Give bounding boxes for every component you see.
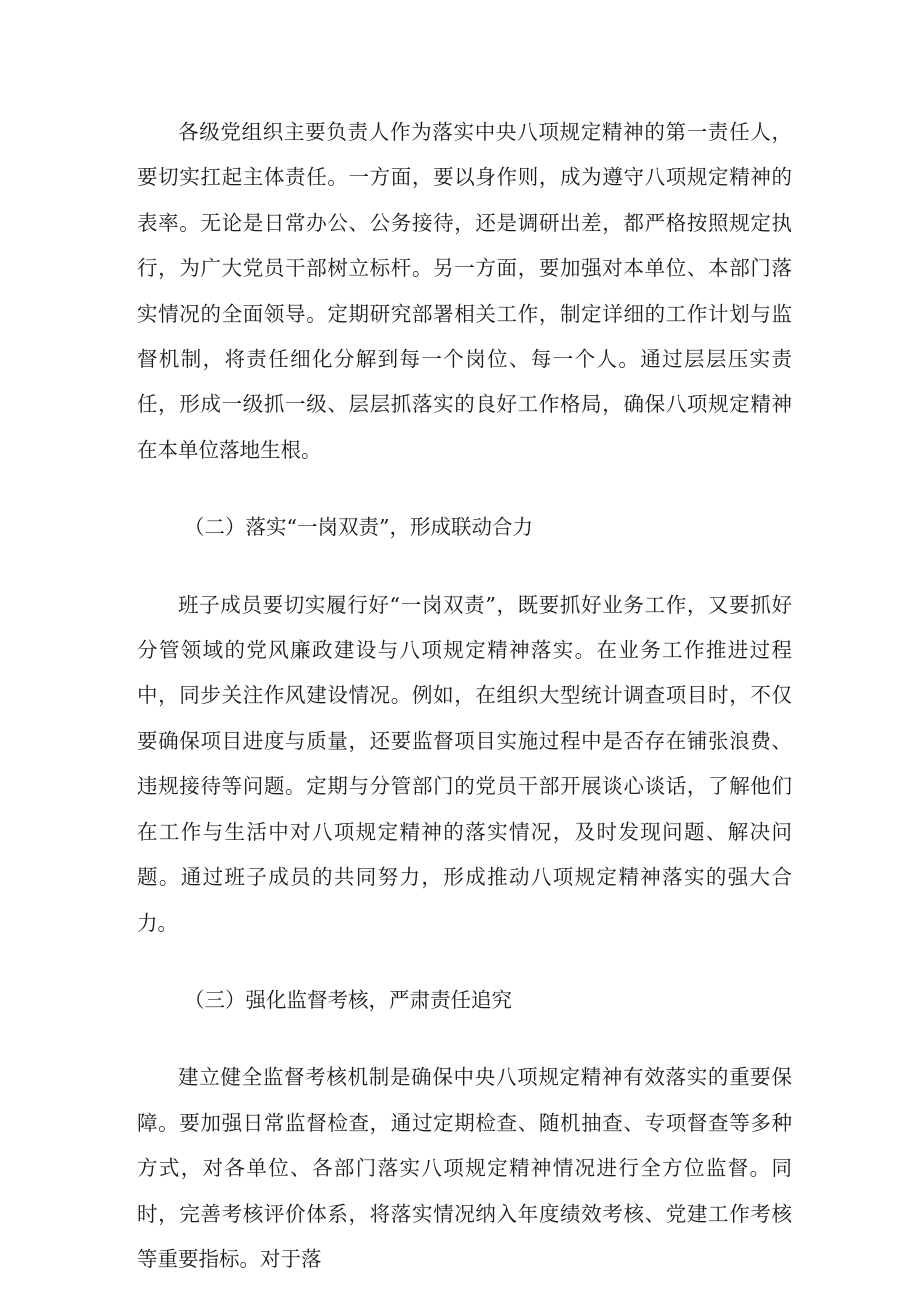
paragraph-dual-responsibility: 班子成员要切实履行好“一岗双责”，既要抓好业务工作，又要抓好分管领域的党风廉政建设与八项规定精神落实。在业务工作推进过程中，同步关注作风建设情况。例如，在组织大型统计调查项目时，不仅要确保项目进度与质量，还要监督项目实施过程中是否存在铺张浪费、违规接待等问题。定期与分管部门的党员干部开展谈心谈话，了解他们在工作与生活中对八项规定精神的落实情况，及时发现问题、解决问题。通过班子成员的共同努力，形成推动八项规定精神落实的强大合力。 <box>137 592 792 935</box>
paragraph-main-responsibility: 各级党组织主要负责人作为落实中央八项规定精神的第一责任人，要切实扛起主体责任。一方面，要以身作则，成为遵守八项规定精神的表率。无论是日常办公、公务接待，还是调研出差，都严格按照规定执行，为广大党员干部树立标杆。另一方面，要加强对本单位、本部门落实情况的全面领导。定期研究部署相关工作，制定详细的工作计划与监督机制，将责任细化分解到每一个岗位、每一个人。通过层层压实责任，形成一级抓一级、层层抓落实的良好工作格局，确保八项规定精神在本单位落地生根。 <box>137 120 792 462</box>
section-heading-two: （二）落实“一岗双责”，形成联动合力 <box>184 515 533 540</box>
paragraph-supervision: 建立健全监督考核机制是确保中央八项规定精神有效落实的重要保障。要加强日常监督检查，通过定期检查、随机抽查、专项督查等多种方式，对各单位、各部门落实八项规定精神情况进行全方位监督。同时，完善考核评价体系，将落实情况纳入年度绩效考核、党建工作考核等重要指标。对于落 <box>137 1065 792 1271</box>
document-body <box>137 110 792 1282</box>
section-heading-three: （三）强化监督考核，严肃责任追究 <box>184 987 512 1012</box>
